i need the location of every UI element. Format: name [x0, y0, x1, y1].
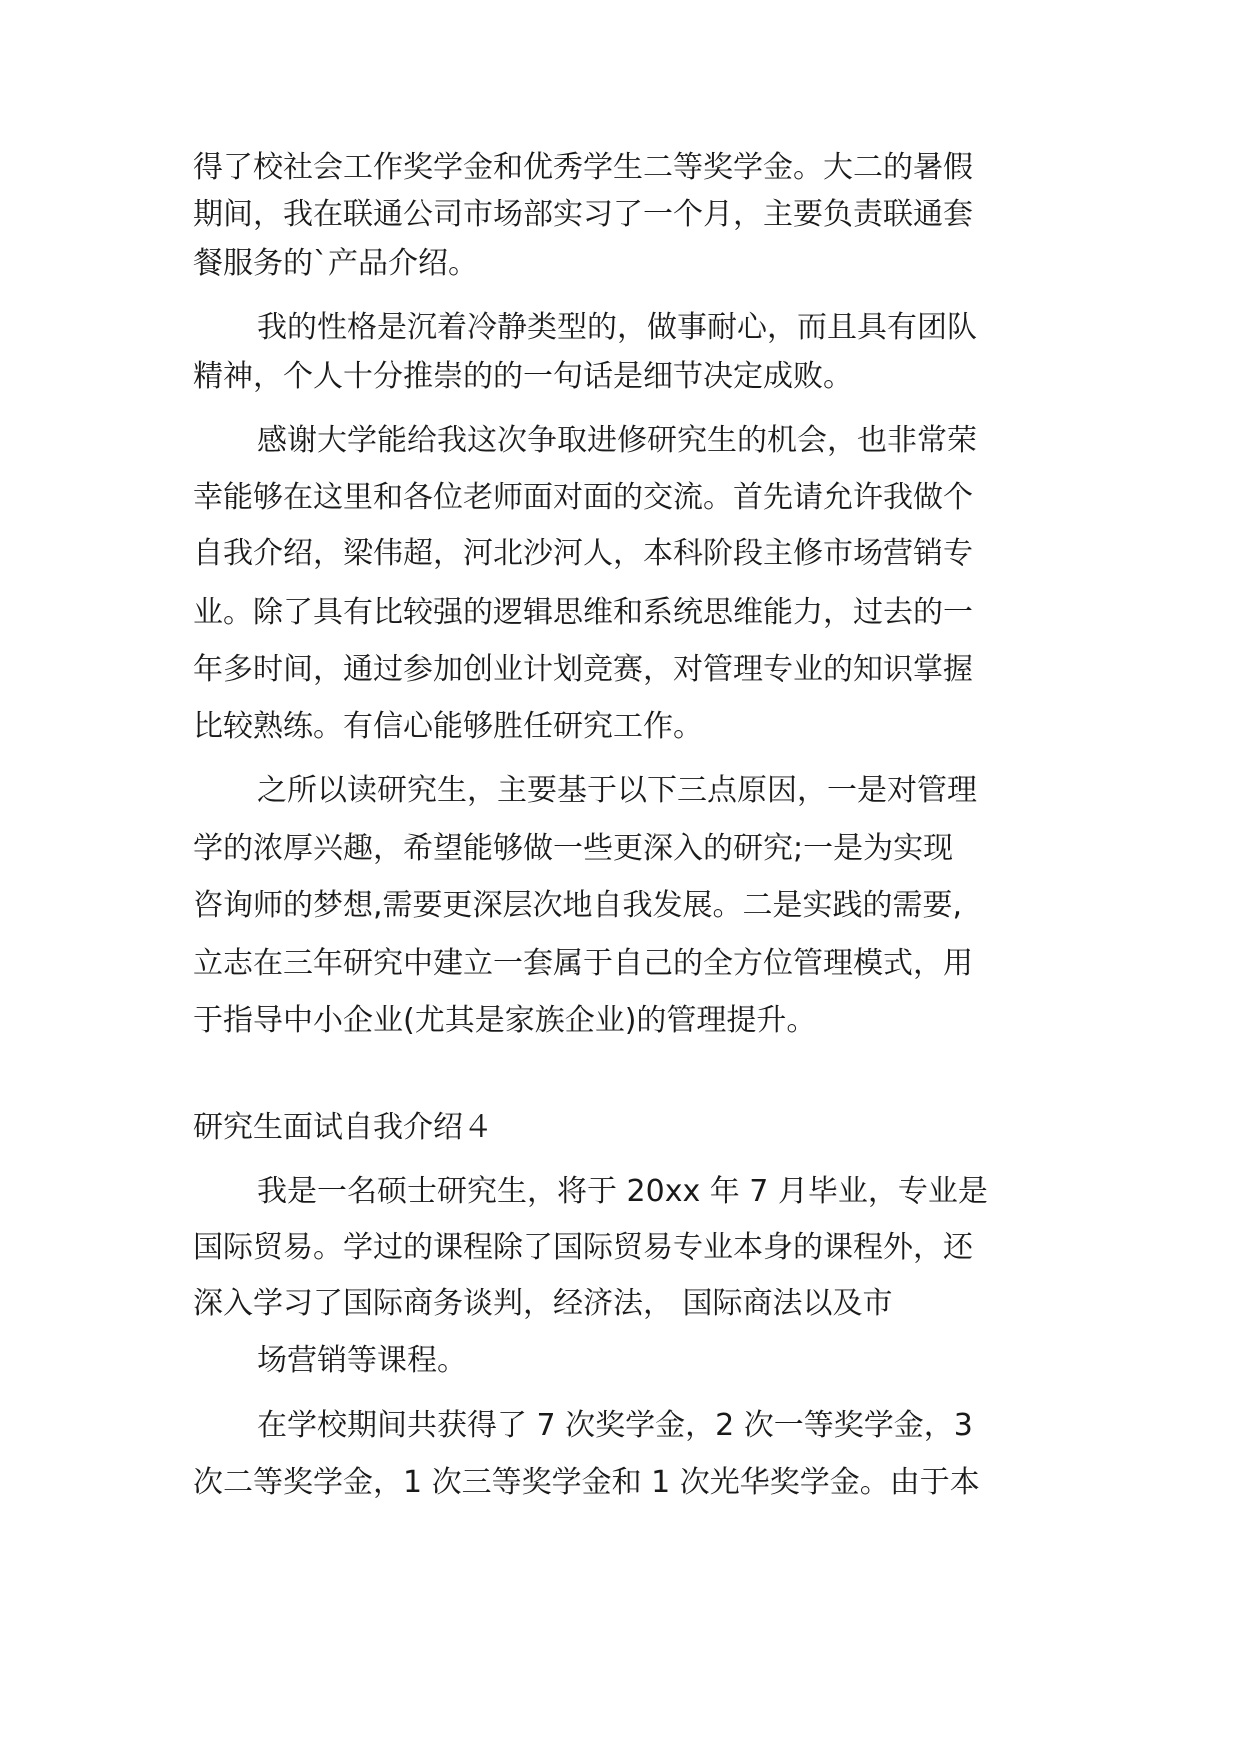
paragraph-line: 次二等奖学金，1 次三等奖学金和 1 次光华奖学金。由于本: [193, 1465, 980, 1500]
paragraph-line: 场营销等课程。: [257, 1343, 467, 1378]
paragraph-line: 精神，个人十分推崇的的一句话是细节决定成败。: [193, 359, 853, 394]
paragraph-line: 感谢大学能给我这次争取进修研究生的机会，也非常荣: [257, 423, 977, 458]
paragraph-line: 业。除了具有比较强的逻辑思维和系统思维能力，过去的一: [193, 595, 973, 630]
paragraph-line: 我的性格是沉着冷静类型的，做事耐心，而且具有团队: [257, 310, 977, 345]
paragraph-line: 年多时间，通过参加创业计划竞赛，对管理专业的知识掌握: [193, 652, 973, 687]
paragraph-line: 于指导中小企业(尤其是家族企业)的管理提升。: [193, 1003, 817, 1038]
paragraph-line: 我是一名硕士研究生，将于 20xx 年 7 月毕业，专业是: [257, 1174, 988, 1209]
paragraph-line: 立志在三年研究中建立一套属于自己的全方位管理模式，用: [193, 946, 973, 981]
paragraph-line: 之所以读研究生，主要基于以下三点原因，一是对管理: [257, 773, 977, 808]
paragraph-line: 在学校期间共获得了 7 次奖学金，2 次一等奖学金，3: [257, 1408, 973, 1443]
section-heading: 研究生面试自我介绍４: [193, 1110, 493, 1145]
paragraph-line: 餐服务的`产品介绍。: [193, 246, 478, 281]
paragraph-line: 自我介绍，梁伟超，河北沙河人，本科阶段主修市场营销专: [193, 536, 973, 571]
paragraph-line: 咨询师的梦想,需要更深层次地自我发展。二是实践的需要,: [193, 888, 963, 923]
paragraph-line: 比较熟练。有信心能够胜任研究工作。: [193, 709, 703, 744]
paragraph-line: 期间，我在联通公司市场部实习了一个月，主要负责联通套: [193, 197, 973, 232]
paragraph-line: 深入学习了国际商务谈判，经济法， 国际商法以及市: [193, 1286, 893, 1321]
paragraph-line: 幸能够在这里和各位老师面对面的交流。首先请允许我做个: [193, 480, 973, 515]
paragraph-line: 得了校社会工作奖学金和优秀学生二等奖学金。大二的暑假: [193, 150, 973, 185]
paragraph-line: 国际贸易。学过的课程除了国际贸易专业本身的课程外，还: [193, 1230, 973, 1265]
paragraph-line: 学的浓厚兴趣，希望能够做一些更深入的研究;一是为实现: [193, 831, 954, 866]
